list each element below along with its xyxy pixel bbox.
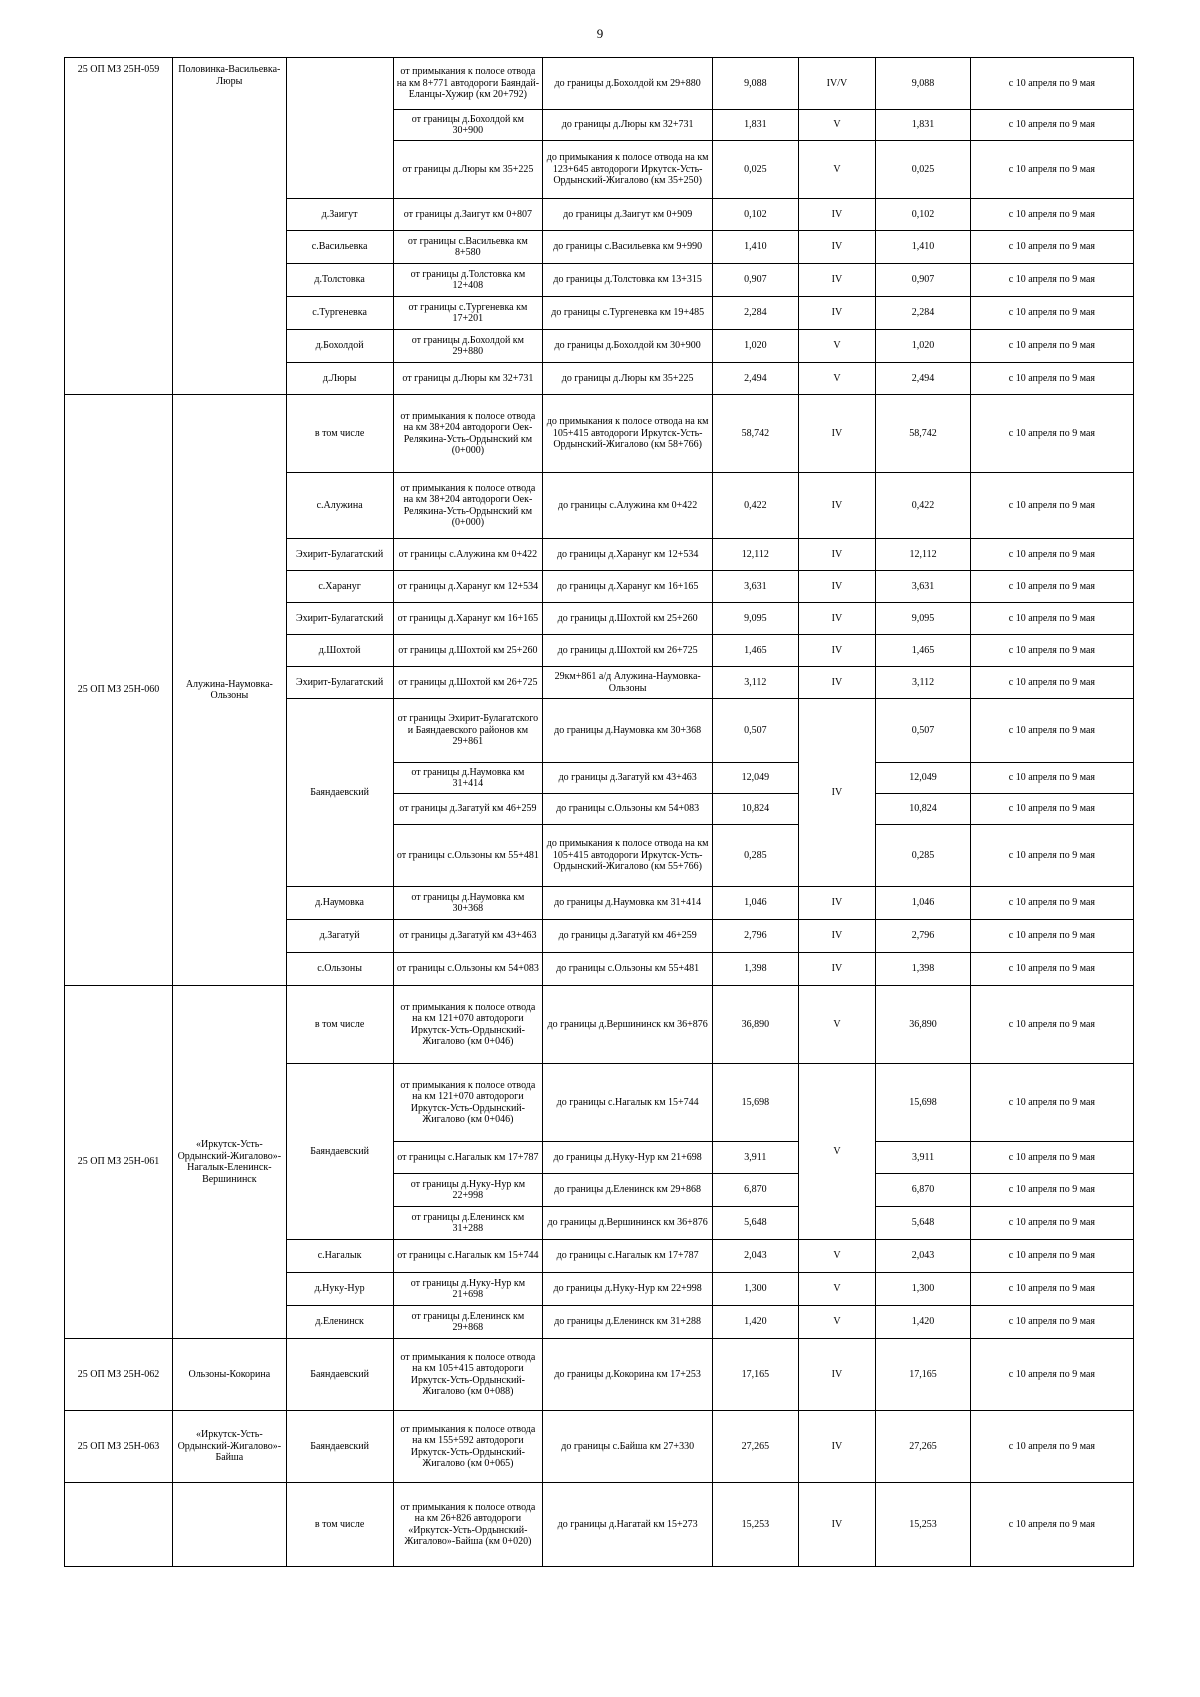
- to-cell: до границы д.Люры км 35+225: [543, 363, 713, 395]
- roads-table: [64, 57, 1134, 1567]
- to-cell: до границы д.Шохтой км 26+725: [543, 635, 713, 667]
- restricted-length-cell: 12,049: [876, 763, 971, 794]
- table-row: [65, 1483, 1134, 1567]
- restricted-length-cell: 15,253: [876, 1483, 971, 1567]
- from-cell: от границы д.Нуку-Нур км 22+998: [393, 1174, 543, 1207]
- category-cell: V: [798, 1064, 876, 1240]
- to-cell: до границы д.Люры км 32+731: [543, 110, 713, 141]
- category-cell: IV: [798, 539, 876, 571]
- period-cell: с 10 апреля по 9 мая: [970, 1142, 1133, 1174]
- to-cell: до границы с.Васильевка км 9+990: [543, 231, 713, 264]
- area-cell: Эхирит-Булагатский: [286, 539, 393, 571]
- from-cell: от примыкания к полосе отвода на км 105+415 автодороги Иркутск-Усть-Ордынский-Жигалово (км 0+088): [393, 1339, 543, 1411]
- length-cell: 1,420: [713, 1306, 799, 1339]
- length-cell: 12,112: [713, 539, 799, 571]
- length-cell: 1,398: [713, 953, 799, 986]
- length-cell: 15,698: [713, 1064, 799, 1142]
- restricted-length-cell: 10,824: [876, 794, 971, 825]
- period-cell: с 10 апреля по 9 мая: [970, 1064, 1133, 1142]
- to-cell: до примыкания к полосе отвода на км 105+415 автодороги Иркутск-Усть-Ордынский-Жигалово (км 58+766): [543, 395, 713, 473]
- restricted-length-cell: 0,507: [876, 699, 971, 763]
- length-cell: 36,890: [713, 986, 799, 1064]
- area-cell: Баяндаевский: [286, 1064, 393, 1240]
- from-cell: от границы д.Шохтой км 26+725: [393, 667, 543, 699]
- area-cell: [286, 58, 393, 199]
- period-cell: с 10 апреля по 9 мая: [970, 571, 1133, 603]
- road-name: «Иркутск-Усть-Ордынский-Жигалово»-Нагалык-Еленинск-Вершининск: [173, 986, 287, 1339]
- restricted-length-cell: 2,494: [876, 363, 971, 395]
- period-cell: с 10 апреля по 9 мая: [970, 199, 1133, 231]
- period-cell: с 10 апреля по 9 мая: [970, 635, 1133, 667]
- to-cell: до границы д.Загатуй км 46+259: [543, 920, 713, 953]
- restricted-length-cell: 12,112: [876, 539, 971, 571]
- from-cell: от примыкания к полосе отвода на км 8+771 автодороги Баяндай-Еланцы-Хужир (км 20+792): [393, 58, 543, 110]
- restricted-length-cell: 5,648: [876, 1207, 971, 1240]
- to-cell: до границы д.Бохолдой км 29+880: [543, 58, 713, 110]
- period-cell: с 10 апреля по 9 мая: [970, 763, 1133, 794]
- restricted-length-cell: 0,025: [876, 141, 971, 199]
- to-cell: до границы д.Еленинск км 29+868: [543, 1174, 713, 1207]
- category-cell: V: [798, 986, 876, 1064]
- length-cell: 5,648: [713, 1207, 799, 1240]
- road-code: 25 ОП МЗ 25Н-059: [65, 58, 173, 395]
- length-cell: 9,088: [713, 58, 799, 110]
- category-cell: IV: [798, 297, 876, 330]
- category-cell: V: [798, 110, 876, 141]
- restricted-length-cell: 9,095: [876, 603, 971, 635]
- length-cell: 17,165: [713, 1339, 799, 1411]
- area-cell: д.Шохтой: [286, 635, 393, 667]
- category-cell: IV: [798, 887, 876, 920]
- category-cell: V: [798, 330, 876, 363]
- restricted-length-cell: 15,698: [876, 1064, 971, 1142]
- to-cell: до примыкания к полосе отвода на км 105+415 автодороги Иркутск-Усть-Ордынский-Жигалово (км 55+766): [543, 825, 713, 887]
- category-cell: V: [798, 1240, 876, 1273]
- to-cell: до границы д.Бохолдой км 30+900: [543, 330, 713, 363]
- category-cell: IV: [798, 264, 876, 297]
- from-cell: от границы д.Заигут км 0+807: [393, 199, 543, 231]
- area-cell: с.Нагалык: [286, 1240, 393, 1273]
- restricted-length-cell: 1,398: [876, 953, 971, 986]
- restricted-length-cell: 1,020: [876, 330, 971, 363]
- to-cell: до границы д.Нуку-Нур км 21+698: [543, 1142, 713, 1174]
- to-cell: до примыкания к полосе отвода на км 123+645 автодороги Иркутск-Усть-Ордынский-Жигалово (км 35+250): [543, 141, 713, 199]
- category-cell: IV: [798, 231, 876, 264]
- category-cell: V: [798, 1306, 876, 1339]
- restricted-length-cell: 6,870: [876, 1174, 971, 1207]
- restricted-length-cell: 1,046: [876, 887, 971, 920]
- period-cell: с 10 апреля по 9 мая: [970, 363, 1133, 395]
- area-cell: Эхирит-Булагатский: [286, 667, 393, 699]
- length-cell: 0,025: [713, 141, 799, 199]
- road-name: Алужина-Наумовка-Ользоны: [173, 395, 287, 986]
- from-cell: от границы д.Шохтой км 25+260: [393, 635, 543, 667]
- period-cell: с 10 апреля по 9 мая: [970, 1273, 1133, 1306]
- from-cell: от границы с.Нагалык км 17+787: [393, 1142, 543, 1174]
- category-cell: V: [798, 363, 876, 395]
- to-cell: до границы д.Толстовка км 13+315: [543, 264, 713, 297]
- period-cell: с 10 апреля по 9 мая: [970, 141, 1133, 199]
- area-cell: с.Тургеневка: [286, 297, 393, 330]
- length-cell: 27,265: [713, 1411, 799, 1483]
- to-cell: до границы с.Ользоны км 55+481: [543, 953, 713, 986]
- to-cell: до границы д.Наумовка км 30+368: [543, 699, 713, 763]
- from-cell: от границы д.Харануг км 12+534: [393, 571, 543, 603]
- period-cell: с 10 апреля по 9 мая: [970, 58, 1133, 110]
- from-cell: от примыкания к полосе отвода на км 155+592 автодороги Иркутск-Усть-Ордынский-Жигалово (км 0+065): [393, 1411, 543, 1483]
- restricted-length-cell: 36,890: [876, 986, 971, 1064]
- to-cell: до границы д.Вершининск км 36+876: [543, 1207, 713, 1240]
- from-cell: от границы д.Загатуй км 46+259: [393, 794, 543, 825]
- period-cell: с 10 апреля по 9 мая: [970, 887, 1133, 920]
- road-name: [173, 1483, 287, 1567]
- from-cell: от границы д.Еленинск км 29+868: [393, 1306, 543, 1339]
- area-cell: с.Ользоны: [286, 953, 393, 986]
- from-cell: от границы Эхирит-Булагатского и Баяндаевского районов км 29+861: [393, 699, 543, 763]
- area-cell: Эхирит-Булагатский: [286, 603, 393, 635]
- from-cell: от границы д.Бохолдой км 30+900: [393, 110, 543, 141]
- restricted-length-cell: 0,907: [876, 264, 971, 297]
- restricted-length-cell: 0,102: [876, 199, 971, 231]
- area-cell: д.Нуку-Нур: [286, 1273, 393, 1306]
- page-number: 9: [596, 26, 604, 41]
- area-cell: в том числе: [286, 395, 393, 473]
- restricted-length-cell: 1,420: [876, 1306, 971, 1339]
- length-cell: 1,046: [713, 887, 799, 920]
- period-cell: с 10 апреля по 9 мая: [970, 1411, 1133, 1483]
- length-cell: 3,631: [713, 571, 799, 603]
- length-cell: 0,422: [713, 473, 799, 539]
- table-row: [65, 395, 1134, 473]
- from-cell: от границы д.Толстовка км 12+408: [393, 264, 543, 297]
- from-cell: от границы д.Люры км 32+731: [393, 363, 543, 395]
- period-cell: с 10 апреля по 9 мая: [970, 1306, 1133, 1339]
- restricted-length-cell: 3,631: [876, 571, 971, 603]
- length-cell: 3,911: [713, 1142, 799, 1174]
- to-cell: до границы д.Нуку-Нур км 22+998: [543, 1273, 713, 1306]
- from-cell: от границы д.Харануг км 16+165: [393, 603, 543, 635]
- period-cell: с 10 апреля по 9 мая: [970, 825, 1133, 887]
- category-cell: V: [798, 1273, 876, 1306]
- to-cell: до границы с.Нагалык км 15+744: [543, 1064, 713, 1142]
- area-cell: д.Еленинск: [286, 1306, 393, 1339]
- from-cell: от границы с.Тургеневка км 17+201: [393, 297, 543, 330]
- period-cell: с 10 апреля по 9 мая: [970, 473, 1133, 539]
- period-cell: с 10 апреля по 9 мая: [970, 603, 1133, 635]
- to-cell: до границы с.Нагалык км 17+787: [543, 1240, 713, 1273]
- from-cell: от границы д.Еленинск км 31+288: [393, 1207, 543, 1240]
- restricted-length-cell: 2,043: [876, 1240, 971, 1273]
- period-cell: с 10 апреля по 9 мая: [970, 986, 1133, 1064]
- restricted-length-cell: 1,410: [876, 231, 971, 264]
- period-cell: с 10 апреля по 9 мая: [970, 953, 1133, 986]
- road-name: Половинка-Васильевка-Люры: [173, 58, 287, 395]
- to-cell: до границы с.Байша км 27+330: [543, 1411, 713, 1483]
- from-cell: от границы с.Васильевка км 8+580: [393, 231, 543, 264]
- to-cell: до границы д.Вершининск км 36+876: [543, 986, 713, 1064]
- length-cell: 0,507: [713, 699, 799, 763]
- road-code: 25 ОП МЗ 25Н-060: [65, 395, 173, 986]
- area-cell: д.Загатуй: [286, 920, 393, 953]
- period-cell: с 10 апреля по 9 мая: [970, 920, 1133, 953]
- length-cell: 15,253: [713, 1483, 799, 1567]
- restricted-length-cell: 0,422: [876, 473, 971, 539]
- restricted-length-cell: 2,796: [876, 920, 971, 953]
- from-cell: от границы д.Загатуй км 43+463: [393, 920, 543, 953]
- table-row: [65, 986, 1134, 1064]
- length-cell: 9,095: [713, 603, 799, 635]
- from-cell: от примыкания к полосе отвода на км 38+204 автодороги Оек-Релякина-Усть-Ордынский км (0+000): [393, 395, 543, 473]
- from-cell: от границы д.Наумовка км 30+368: [393, 887, 543, 920]
- to-cell: до границы д.Шохтой км 25+260: [543, 603, 713, 635]
- length-cell: 0,907: [713, 264, 799, 297]
- category-cell: IV: [798, 1339, 876, 1411]
- period-cell: с 10 апреля по 9 мая: [970, 231, 1133, 264]
- from-cell: от границы д.Наумовка км 31+414: [393, 763, 543, 794]
- length-cell: 2,494: [713, 363, 799, 395]
- period-cell: с 10 апреля по 9 мая: [970, 1339, 1133, 1411]
- from-cell: от границы с.Ользоны км 55+481: [393, 825, 543, 887]
- category-cell: V: [798, 141, 876, 199]
- category-cell: IV: [798, 603, 876, 635]
- category-cell: IV/V: [798, 58, 876, 110]
- to-cell: до границы д.Кокорина км 17+253: [543, 1339, 713, 1411]
- restricted-length-cell: 1,465: [876, 635, 971, 667]
- from-cell: от границы д.Нуку-Нур км 21+698: [393, 1273, 543, 1306]
- from-cell: от границы д.Люры км 35+225: [393, 141, 543, 199]
- category-cell: IV: [798, 920, 876, 953]
- category-cell: IV: [798, 395, 876, 473]
- area-cell: д.Наумовка: [286, 887, 393, 920]
- from-cell: от границы с.Нагалык км 15+744: [393, 1240, 543, 1273]
- to-cell: до границы д.Заигут км 0+909: [543, 199, 713, 231]
- length-cell: 6,870: [713, 1174, 799, 1207]
- from-cell: от границы д.Бохолдой км 29+880: [393, 330, 543, 363]
- area-cell: с.Харануг: [286, 571, 393, 603]
- to-cell: до границы д.Еленинск км 31+288: [543, 1306, 713, 1339]
- to-cell: до границы с.Ользоны км 54+083: [543, 794, 713, 825]
- period-cell: с 10 апреля по 9 мая: [970, 539, 1133, 571]
- length-cell: 10,824: [713, 794, 799, 825]
- length-cell: 12,049: [713, 763, 799, 794]
- to-cell: до границы д.Загатуй км 43+463: [543, 763, 713, 794]
- from-cell: от примыкания к полосе отвода на км 121+070 автодороги Иркутск-Усть-Ордынский-Жигалово (км 0+046): [393, 1064, 543, 1142]
- area-cell: д.Люры: [286, 363, 393, 395]
- restricted-length-cell: 9,088: [876, 58, 971, 110]
- area-cell: с.Васильевка: [286, 231, 393, 264]
- road-name: Ользоны-Кокорина: [173, 1339, 287, 1411]
- category-cell: IV: [798, 1411, 876, 1483]
- road-code: 25 ОП МЗ 25Н-063: [65, 1411, 173, 1483]
- restricted-length-cell: 1,300: [876, 1273, 971, 1306]
- area-cell: д.Заигут: [286, 199, 393, 231]
- restricted-length-cell: 1,831: [876, 110, 971, 141]
- area-cell: Баяндаевский: [286, 1339, 393, 1411]
- restricted-length-cell: 58,742: [876, 395, 971, 473]
- length-cell: 58,742: [713, 395, 799, 473]
- length-cell: 3,112: [713, 667, 799, 699]
- category-cell: IV: [798, 199, 876, 231]
- to-cell: до границы д.Харануг км 12+534: [543, 539, 713, 571]
- length-cell: 2,043: [713, 1240, 799, 1273]
- from-cell: от примыкания к полосе отвода на км 26+826 автодороги «Иркутск-Усть-Ордынский-Жигалово»-Байша (км 0+020): [393, 1483, 543, 1567]
- length-cell: 0,102: [713, 199, 799, 231]
- table-row: [65, 1411, 1134, 1483]
- road-code: [65, 1483, 173, 1567]
- category-cell: IV: [798, 635, 876, 667]
- length-cell: 1,831: [713, 110, 799, 141]
- from-cell: от примыкания к полосе отвода на км 38+204 автодороги Оек-Релякина-Усть-Ордынский км (0+000): [393, 473, 543, 539]
- period-cell: с 10 апреля по 9 мая: [970, 297, 1133, 330]
- period-cell: с 10 апреля по 9 мая: [970, 699, 1133, 763]
- to-cell: до границы д.Нагатай км 15+273: [543, 1483, 713, 1567]
- restricted-length-cell: 17,165: [876, 1339, 971, 1411]
- restricted-length-cell: 0,285: [876, 825, 971, 887]
- area-cell: в том числе: [286, 1483, 393, 1567]
- area-cell: д.Толстовка: [286, 264, 393, 297]
- period-cell: с 10 апреля по 9 мая: [970, 1240, 1133, 1273]
- category-cell: IV: [798, 667, 876, 699]
- to-cell: до границы с.Тургеневка км 19+485: [543, 297, 713, 330]
- restricted-length-cell: 3,911: [876, 1142, 971, 1174]
- area-cell: д.Бохолдой: [286, 330, 393, 363]
- period-cell: с 10 апреля по 9 мая: [970, 1174, 1133, 1207]
- period-cell: с 10 апреля по 9 мая: [970, 794, 1133, 825]
- to-cell: до границы с.Алужина км 0+422: [543, 473, 713, 539]
- length-cell: 1,020: [713, 330, 799, 363]
- area-cell: Баяндаевский: [286, 699, 393, 887]
- from-cell: от границы с.Ользоны км 54+083: [393, 953, 543, 986]
- length-cell: 2,284: [713, 297, 799, 330]
- to-cell: 29км+861 а/д Алужина-Наумовка-Ользоны: [543, 667, 713, 699]
- from-cell: от примыкания к полосе отвода на км 121+070 автодороги Иркутск-Усть-Ордынский-Жигалово (км 0+046): [393, 986, 543, 1064]
- length-cell: 2,796: [713, 920, 799, 953]
- area-cell: в том числе: [286, 986, 393, 1064]
- length-cell: 1,410: [713, 231, 799, 264]
- area-cell: Баяндаевский: [286, 1411, 393, 1483]
- period-cell: с 10 апреля по 9 мая: [970, 264, 1133, 297]
- period-cell: с 10 апреля по 9 мая: [970, 395, 1133, 473]
- restricted-length-cell: 3,112: [876, 667, 971, 699]
- category-cell: IV: [798, 953, 876, 986]
- length-cell: 1,465: [713, 635, 799, 667]
- category-cell: IV: [798, 473, 876, 539]
- period-cell: с 10 апреля по 9 мая: [970, 1483, 1133, 1567]
- restricted-length-cell: 27,265: [876, 1411, 971, 1483]
- category-cell: IV: [798, 1483, 876, 1567]
- category-cell: IV: [798, 571, 876, 603]
- from-cell: от границы с.Алужина км 0+422: [393, 539, 543, 571]
- length-cell: 1,300: [713, 1273, 799, 1306]
- category-cell: IV: [798, 699, 876, 887]
- period-cell: с 10 апреля по 9 мая: [970, 1207, 1133, 1240]
- period-cell: с 10 апреля по 9 мая: [970, 110, 1133, 141]
- period-cell: с 10 апреля по 9 мая: [970, 330, 1133, 363]
- table-row: [65, 1339, 1134, 1411]
- area-cell: с.Алужина: [286, 473, 393, 539]
- restricted-length-cell: 2,284: [876, 297, 971, 330]
- table-row: [65, 58, 1134, 110]
- road-code: 25 ОП МЗ 25Н-061: [65, 986, 173, 1339]
- road-code: 25 ОП МЗ 25Н-062: [65, 1339, 173, 1411]
- period-cell: с 10 апреля по 9 мая: [970, 667, 1133, 699]
- length-cell: 0,285: [713, 825, 799, 887]
- to-cell: до границы д.Харануг км 16+165: [543, 571, 713, 603]
- to-cell: до границы д.Наумовка км 31+414: [543, 887, 713, 920]
- road-name: «Иркутск-Усть-Ордынский-Жигалово»-Байша: [173, 1411, 287, 1483]
